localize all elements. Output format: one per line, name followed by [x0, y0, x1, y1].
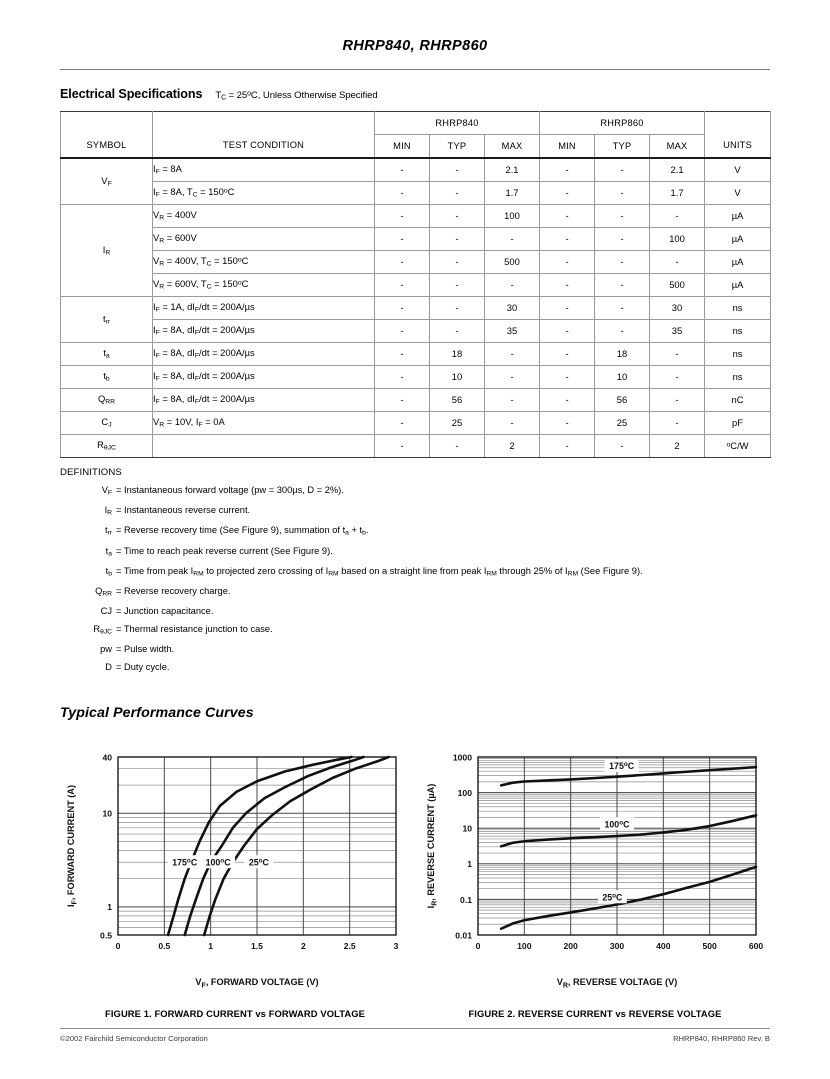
cell-units: pF — [705, 411, 771, 434]
definition-item — [60, 583, 770, 603]
cell-symbol: $R_{\theta JC}$ — [61, 434, 153, 457]
cell-typ-860: - — [595, 434, 650, 457]
cell-max-860: 100 — [650, 227, 705, 250]
cell-max-860: 500 — [650, 273, 705, 296]
cell-min-840: - — [375, 342, 430, 365]
table-row — [61, 158, 771, 182]
cell-min-860: - — [540, 181, 595, 204]
x-tick-label: 0.5 — [158, 941, 171, 952]
cell-max-860: 35 — [650, 319, 705, 342]
header-test-condition: TEST CONDITION — [153, 134, 375, 158]
cell-test-condition: $I_F = 8A$ — [153, 158, 375, 182]
electrical-specifications-heading — [60, 87, 770, 102]
cell-min-860: - — [540, 158, 595, 182]
x-tick-label: 0 — [115, 941, 121, 952]
x-tick-label: 0 — [475, 941, 481, 952]
definition-text: = Pulse width. — [116, 644, 175, 655]
svg-text:25oC: 25$^o$C — [602, 892, 623, 903]
cell-typ-840: - — [430, 296, 485, 319]
svg-text:100oC: 100$^o$C — [604, 819, 630, 830]
cell-typ-860: 10 — [595, 365, 650, 388]
section-note: $T_C = 25^oC$, Unless Otherwise Specified — [215, 90, 378, 102]
cell-typ-840: 25 — [430, 411, 485, 434]
x-tick-label: 3 — [393, 941, 399, 952]
cell-min-840: - — [375, 365, 430, 388]
header-typ-840: TYP — [430, 134, 485, 158]
cell-max-840: 2 — [485, 434, 540, 457]
cell-units: µA — [705, 250, 771, 273]
definition-item — [60, 482, 770, 502]
table-row — [61, 227, 771, 250]
cell-typ-840: - — [430, 181, 485, 204]
cell-units: µA — [705, 227, 771, 250]
definition-text: = Junction capacitance. — [116, 606, 214, 617]
cell-min-840: - — [375, 158, 430, 182]
table-body — [61, 158, 771, 458]
cell-min-840: - — [375, 181, 430, 204]
table-row — [61, 411, 771, 434]
cell-max-860: - — [650, 411, 705, 434]
figure-2-svg — [420, 743, 770, 991]
definition-term: $Q_{RR}$ — [95, 586, 112, 598]
definition-text: = Instantaneous forward voltage (pw = 300µs, D = 2%). — [116, 484, 344, 495]
header-group-rhrp840: RHRP840 — [375, 111, 540, 134]
figure-1-svg — [60, 743, 410, 991]
definition-text: = Time from peak $I_{RM}$ to projected zero crossing of $I_{RM}$ based on a straight line from peak $I_{RM}$ through 25% of $I_{RM}$ (See Figure 9). — [116, 565, 643, 578]
cell-max-840: 2.1 — [485, 158, 540, 182]
cell-max-840: - — [485, 388, 540, 411]
definition-item — [60, 543, 770, 563]
cell-typ-860: 25 — [595, 411, 650, 434]
cell-max-840: - — [485, 365, 540, 388]
definition-term: D — [105, 661, 112, 672]
y-tick-label: 0.5 — [100, 930, 112, 941]
cell-max-840: 1.7 — [485, 181, 540, 204]
definition-term: CJ — [100, 606, 112, 617]
header-units: UNITS — [705, 134, 771, 158]
table-row — [61, 342, 771, 365]
y-tick-label: 40 — [102, 752, 112, 763]
cell-max-860: 1.7 — [650, 181, 705, 204]
cell-units: V — [705, 181, 771, 204]
cell-test-condition: $I_F = 8A$, $dI_F/dt = 200A/\mu s$ — [153, 342, 375, 365]
cell-typ-860: - — [595, 227, 650, 250]
cell-typ-860: - — [595, 319, 650, 342]
header-min-840: MIN — [375, 134, 430, 158]
cell-typ-840: 18 — [430, 342, 485, 365]
cell-units: ns — [705, 319, 771, 342]
section-title: Electrical Specifications — [60, 87, 203, 101]
definition-text: = Thermal resistance junction to case. — [116, 623, 273, 634]
cell-typ-840: - — [430, 273, 485, 296]
cell-max-840: - — [485, 227, 540, 250]
curve-25c — [501, 867, 756, 929]
cell-min-840: - — [375, 411, 430, 434]
figure-1 — [60, 743, 410, 1019]
cell-min-860: - — [540, 319, 595, 342]
definition-text: = Duty cycle. — [116, 661, 170, 672]
cell-min-860: - — [540, 296, 595, 319]
table-header-row — [61, 134, 771, 158]
cell-typ-840: - — [430, 158, 485, 182]
cell-units: µA — [705, 204, 771, 227]
x-tick-label: 200 — [563, 941, 578, 952]
definition-text: = Time to reach peak reverse current (See Figure 9). — [116, 545, 333, 556]
cell-units: ns — [705, 365, 771, 388]
x-tick-label: 2.5 — [343, 941, 356, 952]
cell-min-840: - — [375, 227, 430, 250]
definition-item — [60, 603, 770, 621]
x-tick-label: 1 — [208, 941, 214, 952]
cell-max-860: 30 — [650, 296, 705, 319]
cell-max-860: 2 — [650, 434, 705, 457]
cell-max-860: - — [650, 388, 705, 411]
footer-copyright: ©2002 Fairchild Semiconductor Corporation — [60, 1034, 208, 1043]
x-axis-label: $V_R$, REVERSE VOLTAGE (V) — [556, 977, 678, 990]
curve-25c — [204, 757, 388, 935]
definition-term: $I_R$ — [104, 504, 112, 517]
definition-term: pw — [100, 644, 112, 655]
x-tick-label: 500 — [702, 941, 717, 952]
cell-units: nC — [705, 388, 771, 411]
cell-test-condition: $I_F = 8A$, $dI_F/dt = 200A/\mu s$ — [153, 365, 375, 388]
cell-symbol: $V_F$ — [61, 158, 153, 205]
table-row — [61, 319, 771, 342]
y-tick-label: 10 — [462, 823, 472, 834]
figure-2-caption: FIGURE 2. REVERSE CURRENT vs REVERSE VOLTAGE — [468, 1008, 722, 1020]
y-axis-label: $I_R$, REVERSE CURRENT (µA) — [426, 784, 439, 909]
header-condition-spacer — [153, 111, 375, 134]
cell-units: ns — [705, 296, 771, 319]
y-tick-label: 1 — [107, 902, 112, 913]
cell-symbol: $t_b$ — [61, 365, 153, 388]
cell-max-860: - — [650, 204, 705, 227]
cell-typ-840: 56 — [430, 388, 485, 411]
cell-typ-860: - — [595, 204, 650, 227]
definition-item — [60, 502, 770, 522]
x-tick-label: 100 — [517, 941, 532, 952]
header-group-rhrp860: RHRP860 — [540, 111, 705, 134]
x-tick-label: 300 — [609, 941, 625, 952]
table-row — [61, 365, 771, 388]
definitions-title: DEFINITIONS — [60, 466, 122, 478]
cell-max-840: 35 — [485, 319, 540, 342]
table-row — [61, 250, 771, 273]
definition-term: $t_{rr}$ — [104, 525, 112, 537]
cell-test-condition: $V_R = 400V$ — [153, 204, 375, 227]
svg-text:25oC: 25$^o$C — [248, 857, 269, 868]
cell-test-condition: $V_R = 600V$, $T_C = 150^oC$ — [153, 273, 375, 296]
cell-min-840: - — [375, 434, 430, 457]
cell-typ-840: - — [430, 204, 485, 227]
figure-2-plot — [420, 743, 770, 996]
header-symbol: SYMBOL — [61, 134, 153, 158]
header-min-860: MIN — [540, 134, 595, 158]
cell-typ-860: 56 — [595, 388, 650, 411]
cell-min-840: - — [375, 319, 430, 342]
series-label-175c — [605, 759, 639, 772]
cell-typ-840: - — [430, 434, 485, 457]
cell-min-860: - — [540, 227, 595, 250]
cell-min-840: - — [375, 204, 430, 227]
x-tick-label: 400 — [656, 941, 671, 952]
svg-text:175oC: 175$^o$C — [609, 761, 635, 772]
cell-max-840: - — [485, 342, 540, 365]
typical-performance-curves-title: Typical Performance Curves — [60, 705, 254, 722]
grid-vertical — [524, 757, 709, 935]
series-label-175c — [168, 856, 202, 869]
y-tick-label: 100 — [457, 788, 472, 799]
definition-item — [60, 522, 770, 542]
cell-min-860: - — [540, 411, 595, 434]
cell-typ-860: - — [595, 296, 650, 319]
cell-typ-840: - — [430, 250, 485, 273]
table-row — [61, 388, 771, 411]
definition-term: $R_{\theta JC}$ — [93, 623, 112, 636]
page-footer — [60, 1028, 770, 1043]
cell-min-860: - — [540, 365, 595, 388]
electrical-specifications-table — [60, 111, 771, 458]
definition-text: = Reverse recovery charge. — [116, 586, 231, 597]
cell-max-840: - — [485, 273, 540, 296]
cell-typ-840: 10 — [430, 365, 485, 388]
cell-max-840: - — [485, 411, 540, 434]
cell-min-860: - — [540, 434, 595, 457]
y-tick-label: 10 — [102, 809, 112, 820]
definition-item — [60, 621, 770, 641]
header-max-860: MAX — [650, 134, 705, 158]
figure-1-caption: FIGURE 1. FORWARD CURRENT vs FORWARD VOLTAGE — [105, 1008, 365, 1020]
cell-test-condition: $V_R = 400V$, $T_C = 150^oC$ — [153, 250, 375, 273]
header-typ-860: TYP — [595, 134, 650, 158]
definition-item — [60, 641, 770, 659]
definition-text: = Reverse recovery time (See Figure 9), summation of $t_a + t_b$. — [116, 525, 369, 537]
svg-text:100oC: 100$^o$C — [205, 857, 231, 868]
table-row — [61, 296, 771, 319]
cell-symbol: $Q_{RR}$ — [61, 388, 153, 411]
cell-min-840: - — [375, 388, 430, 411]
cell-max-840: 500 — [485, 250, 540, 273]
cell-typ-840: - — [430, 227, 485, 250]
cell-typ-860: - — [595, 273, 650, 296]
table-row — [61, 181, 771, 204]
y-tick-label: 1 — [467, 859, 472, 870]
cell-units: V — [705, 158, 771, 182]
svg-text:175oC: 175$^o$C — [172, 857, 198, 868]
cell-typ-860: 18 — [595, 342, 650, 365]
definition-text: = Instantaneous reverse current. — [116, 504, 251, 515]
figures-container — [60, 743, 770, 1019]
definition-item — [60, 659, 770, 677]
cell-test-condition: $V_R = 600V$ — [153, 227, 375, 250]
cell-symbol: $t_a$ — [61, 342, 153, 365]
cell-units: $^o$C/W — [705, 434, 771, 457]
cell-min-840: - — [375, 250, 430, 273]
cell-max-860: - — [650, 250, 705, 273]
definition-term: $t_a$ — [105, 545, 112, 558]
header-units-spacer — [705, 111, 771, 134]
definition-term: $t_b$ — [105, 565, 112, 578]
definition-term: $V_F$ — [101, 484, 112, 497]
series-label-100c — [201, 856, 235, 869]
y-tick-label: 1000 — [452, 752, 472, 763]
cell-test-condition — [153, 434, 375, 457]
cell-max-860: - — [650, 342, 705, 365]
cell-min-860: - — [540, 204, 595, 227]
x-axis-label: $V_F$, FORWARD VOLTAGE (V) — [195, 977, 319, 990]
cell-symbol: $C_J$ — [61, 411, 153, 434]
cell-test-condition: $V_R = 10V$, $I_F = 0A$ — [153, 411, 375, 434]
cell-max-860: 2.1 — [650, 158, 705, 182]
table-row — [61, 434, 771, 457]
definition-item — [60, 563, 770, 583]
cell-test-condition: $I_F = 1A$, $dI_F/dt = 200A/\mu s$ — [153, 296, 375, 319]
header-divider — [60, 69, 770, 70]
figure-1-plot — [60, 743, 410, 996]
cell-symbol: $t_{rr}$ — [61, 296, 153, 342]
cell-min-860: - — [540, 342, 595, 365]
cell-min-860: - — [540, 388, 595, 411]
cell-typ-860: - — [595, 181, 650, 204]
table-row — [61, 273, 771, 296]
cell-max-840: 100 — [485, 204, 540, 227]
y-tick-label: 0.01 — [455, 930, 472, 941]
cell-typ-840: - — [430, 319, 485, 342]
page-title: RHRP840, RHRP860 — [342, 38, 488, 54]
x-tick-label: 600 — [748, 941, 764, 952]
cell-symbol: $I_R$ — [61, 204, 153, 296]
definitions-list — [60, 482, 770, 677]
x-tick-label: 1.5 — [251, 941, 263, 952]
y-axis-label: $I_F$, FORWARD CURRENT (A) — [66, 785, 79, 908]
series-label-25c — [598, 891, 627, 904]
cell-typ-860: - — [595, 158, 650, 182]
cell-test-condition: $I_F = 8A$, $dI_F/dt = 200A/\mu s$ — [153, 319, 375, 342]
cell-max-860: - — [650, 365, 705, 388]
cell-min-860: - — [540, 273, 595, 296]
cell-units: µA — [705, 273, 771, 296]
figure-2 — [420, 743, 770, 1019]
x-tick-label: 2 — [300, 941, 306, 952]
series-label-25c — [244, 856, 273, 869]
y-tick-label: 0.1 — [460, 895, 472, 906]
cell-min-840: - — [375, 273, 430, 296]
cell-min-840: - — [375, 296, 430, 319]
series-label-100c — [600, 818, 634, 831]
cell-test-condition: $I_F = 8A$, $T_C = 150^oC$ — [153, 181, 375, 204]
cell-units: ns — [705, 342, 771, 365]
header-symbol-spacer — [61, 111, 153, 134]
footer-revision: RHRP840, RHRP860 Rev. B — [673, 1034, 770, 1043]
cell-typ-860: - — [595, 250, 650, 273]
cell-max-840: 30 — [485, 296, 540, 319]
cell-test-condition: $I_F = 8A$, $dI_F/dt = 200A/\mu s$ — [153, 388, 375, 411]
table-row — [61, 204, 771, 227]
table-header-group-row — [61, 111, 771, 134]
cell-min-860: - — [540, 250, 595, 273]
header-max-840: MAX — [485, 134, 540, 158]
